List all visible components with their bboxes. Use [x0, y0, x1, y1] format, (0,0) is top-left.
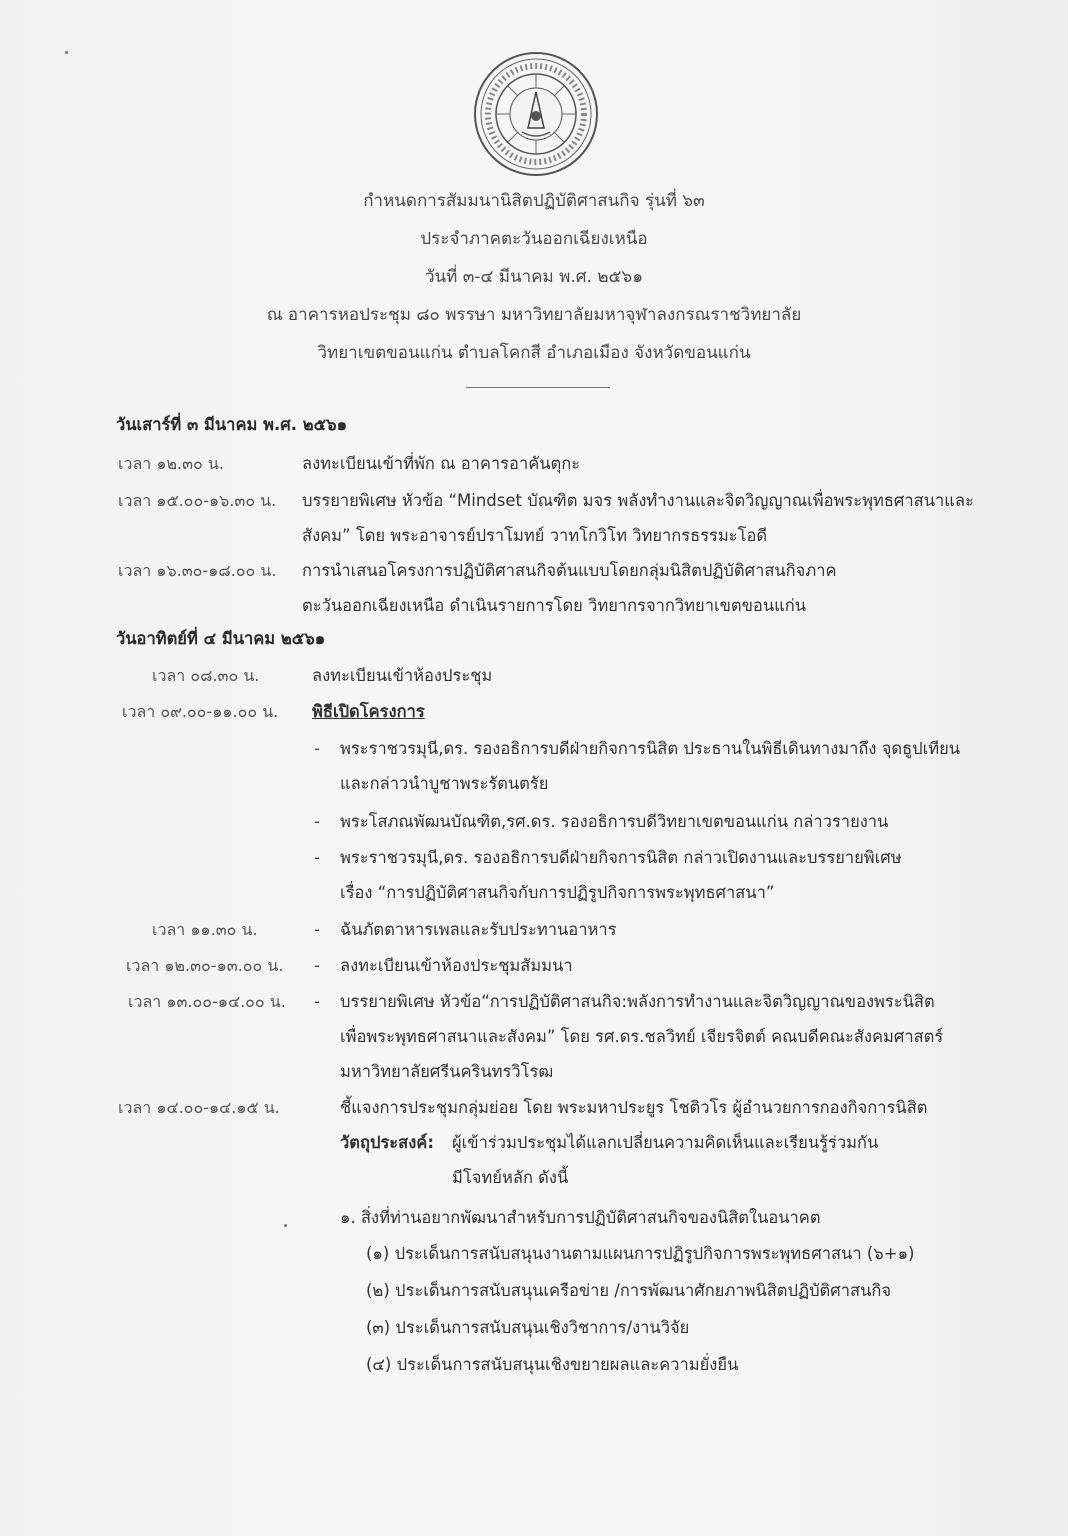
schedule-time: เวลา ๑๕.๐๐-๑๖.๓๐ น. — [118, 491, 277, 510]
bullet-dash: - — [314, 812, 320, 831]
schedule-time: เวลา ๐๙.๐๐-๑๑.๐๐ น. — [122, 702, 279, 721]
discussion-subtopic: (๔) ประเด็นการสนับสนุนเชิงขยายผลและความยั่งยืน — [366, 1355, 739, 1374]
discussion-subtopic: (๒) ประเด็นการสนับสนุนเครือข่าย /การพัฒนาศักยภาพนิสิตปฏิบัติศาสนกิจ — [366, 1281, 892, 1300]
schedule-activity: การนำเสนอโครงการปฏิบัติศาสนกิจต้นแบบโดยกลุ่มนิสิตปฏิบัติศาสนกิจภาค — [302, 561, 837, 580]
document-header — [0, 182, 1068, 372]
schedule-activity-cont: เพื่อพระพุทธศาสนาและสังคม” โดย รศ.ดร.ชลวิทย์ เจียรจิตต์ คณบดีคณะสังคมศาสตร์ — [340, 1027, 944, 1046]
header-date: วันที่ ๓-๔ มีนาคม พ.ศ. ๒๕๖๑ — [424, 267, 644, 287]
objective-text: ผู้เข้าร่วมประชุมได้แลกเปลี่ยนความคิดเห็นและเรียนรู้ร่วมกัน — [452, 1133, 879, 1152]
discussion-question: ๑. สิ่งที่ท่านอยากพัฒนาสำหรับการปฏิบัติศาสนกิจของนิสิตในอนาคต — [340, 1208, 821, 1227]
bullet-dash: - — [314, 992, 320, 1011]
schedule-activity-cont: สังคม” โดย พระอาจารย์ปราโมทย์ วาทโกวิโท วิทยากรธรรมะโอดี — [302, 526, 768, 545]
schedule-time: เวลา ๑๑.๓๐ น. — [152, 920, 258, 939]
ceremony-item: พระราชวรมุนี,ดร. รองอธิการบดีฝ่ายกิจการนิสิต ประธานในพิธีเดินทางมาถึง จุดธูปเทียน — [340, 739, 961, 758]
schedule-activity: ชี้แจงการประชุมกลุ่มย่อย โดย พระมหาประยูร โชติวโร ผู้อำนวยการกองกิจการนิสิต — [340, 1098, 928, 1117]
ceremony-item-cont: เรื่อง “การปฏิบัติศาสนกิจกับการปฏิรูปกิจการพระพุทธศาสนา” — [340, 883, 775, 902]
day2-heading: วันอาทิตย์ที่ ๔ มีนาคม ๒๕๖๑ — [116, 629, 326, 648]
discussion-subtopic: (๑) ประเด็นการสนับสนุนงานตามแผนการปฏิรูปกิจการพระพุทธศาสนา (๖+๑) — [366, 1244, 915, 1263]
schedule-activity-cont: ตะวันออกเฉียงเหนือ ดำเนินรายการโดย วิทยากรจากวิทยาเขตขอนแก่น — [302, 596, 806, 615]
schedule-activity: บรรยายพิเศษ หัวข้อ “Mindset บัณฑิต มจร พลังทำงานและจิตวิญญาณเพื่อพระพุทธศาสนาและ — [302, 491, 974, 510]
schedule-time: เวลา ๑๔.๐๐-๑๔.๑๕ น. — [118, 1098, 280, 1117]
schedule-time: เวลา ๐๘.๓๐ น. — [152, 666, 260, 685]
schedule-activity-cont: มหาวิทยาลัยศรีนครินทรวิโรฒ — [340, 1062, 554, 1081]
header-campus: วิทยาเขตขอนแก่น ตำบลโคกสี อำเภอเมือง จังหวัดขอนแก่น — [317, 343, 751, 363]
schedule-time: เวลา ๑๖.๓๐-๑๘.๐๐ น. — [118, 561, 277, 580]
ceremony-item: พระราชวรมุนี,ดร. รองอธิการบดีฝ่ายกิจการนิสิต กล่าวเปิดงานและบรรยายพิเศษ — [340, 848, 902, 867]
day1-heading: วันเสาร์ที่ ๓ มีนาคม พ.ศ. ๒๕๖๑ — [116, 415, 348, 434]
schedule-activity: ลงทะเบียนเข้าห้องประชุม — [312, 666, 493, 685]
university-seal-logo — [472, 50, 600, 178]
header-divider — [466, 387, 610, 388]
schedule-time: เวลา ๑๓.๐๐-๑๔.๐๐ น. — [128, 992, 286, 1011]
bullet-dash: - — [314, 920, 320, 939]
header-region: ประจำภาคตะวันออกเฉียงเหนือ — [420, 229, 648, 249]
objective-text-cont: มีโจทย์หลัก ดังนี้ — [452, 1168, 569, 1187]
header-venue: ณ อาคารหอประชุม ๘๐ พรรษา มหาวิทยาลัยมหาจุฬาลงกรณราชวิทยาลัย — [266, 305, 802, 325]
schedule-activity: บรรยายพิเศษ หัวข้อ“การปฏิบัติศาสนกิจ:พลังการทำงานและจิตวิญญาณของพระนิสิต — [340, 992, 935, 1011]
ceremony-item: พระโสภณพัฒนบัณฑิต,รศ.ดร. รองอธิการบดีวิทยาเขตขอนแก่น กล่าวรายงาน — [340, 812, 889, 831]
schedule-activity: ลงทะเบียนเข้าห้องประชุมสัมมนา — [340, 956, 573, 975]
header-title: กำหนดการสัมมนานิสิตปฏิบัติศาสนกิจ รุ่นที่ ๖๓ — [363, 191, 705, 211]
opening-ceremony-heading: พิธีเปิดโครงการ — [312, 702, 425, 721]
ceremony-item-cont: และกล่าวนำบูชาพระรัตนตรัย — [340, 774, 549, 793]
speck — [65, 51, 68, 54]
discussion-subtopic: (๓) ประเด็นการสนับสนุนเชิงวิชาการ/งานวิจัย — [366, 1318, 690, 1337]
schedule-time: เวลา ๑๒.๓๐ น. — [118, 454, 224, 473]
objective-label: วัตถุประสงค์: — [340, 1133, 434, 1152]
bullet-dash: - — [314, 848, 320, 867]
bullet-dash: - — [314, 739, 320, 758]
schedule-time: เวลา ๑๒.๓๐-๑๓.๐๐ น. — [126, 956, 284, 975]
schedule-activity: ฉันภัตตาหารเพลและรับประทานอาหาร — [340, 920, 617, 939]
bullet-dash: - — [314, 956, 320, 975]
schedule-activity: ลงทะเบียนเข้าที่พัก ณ อาคารอาคันตุกะ — [302, 454, 581, 473]
speck — [284, 1224, 287, 1227]
